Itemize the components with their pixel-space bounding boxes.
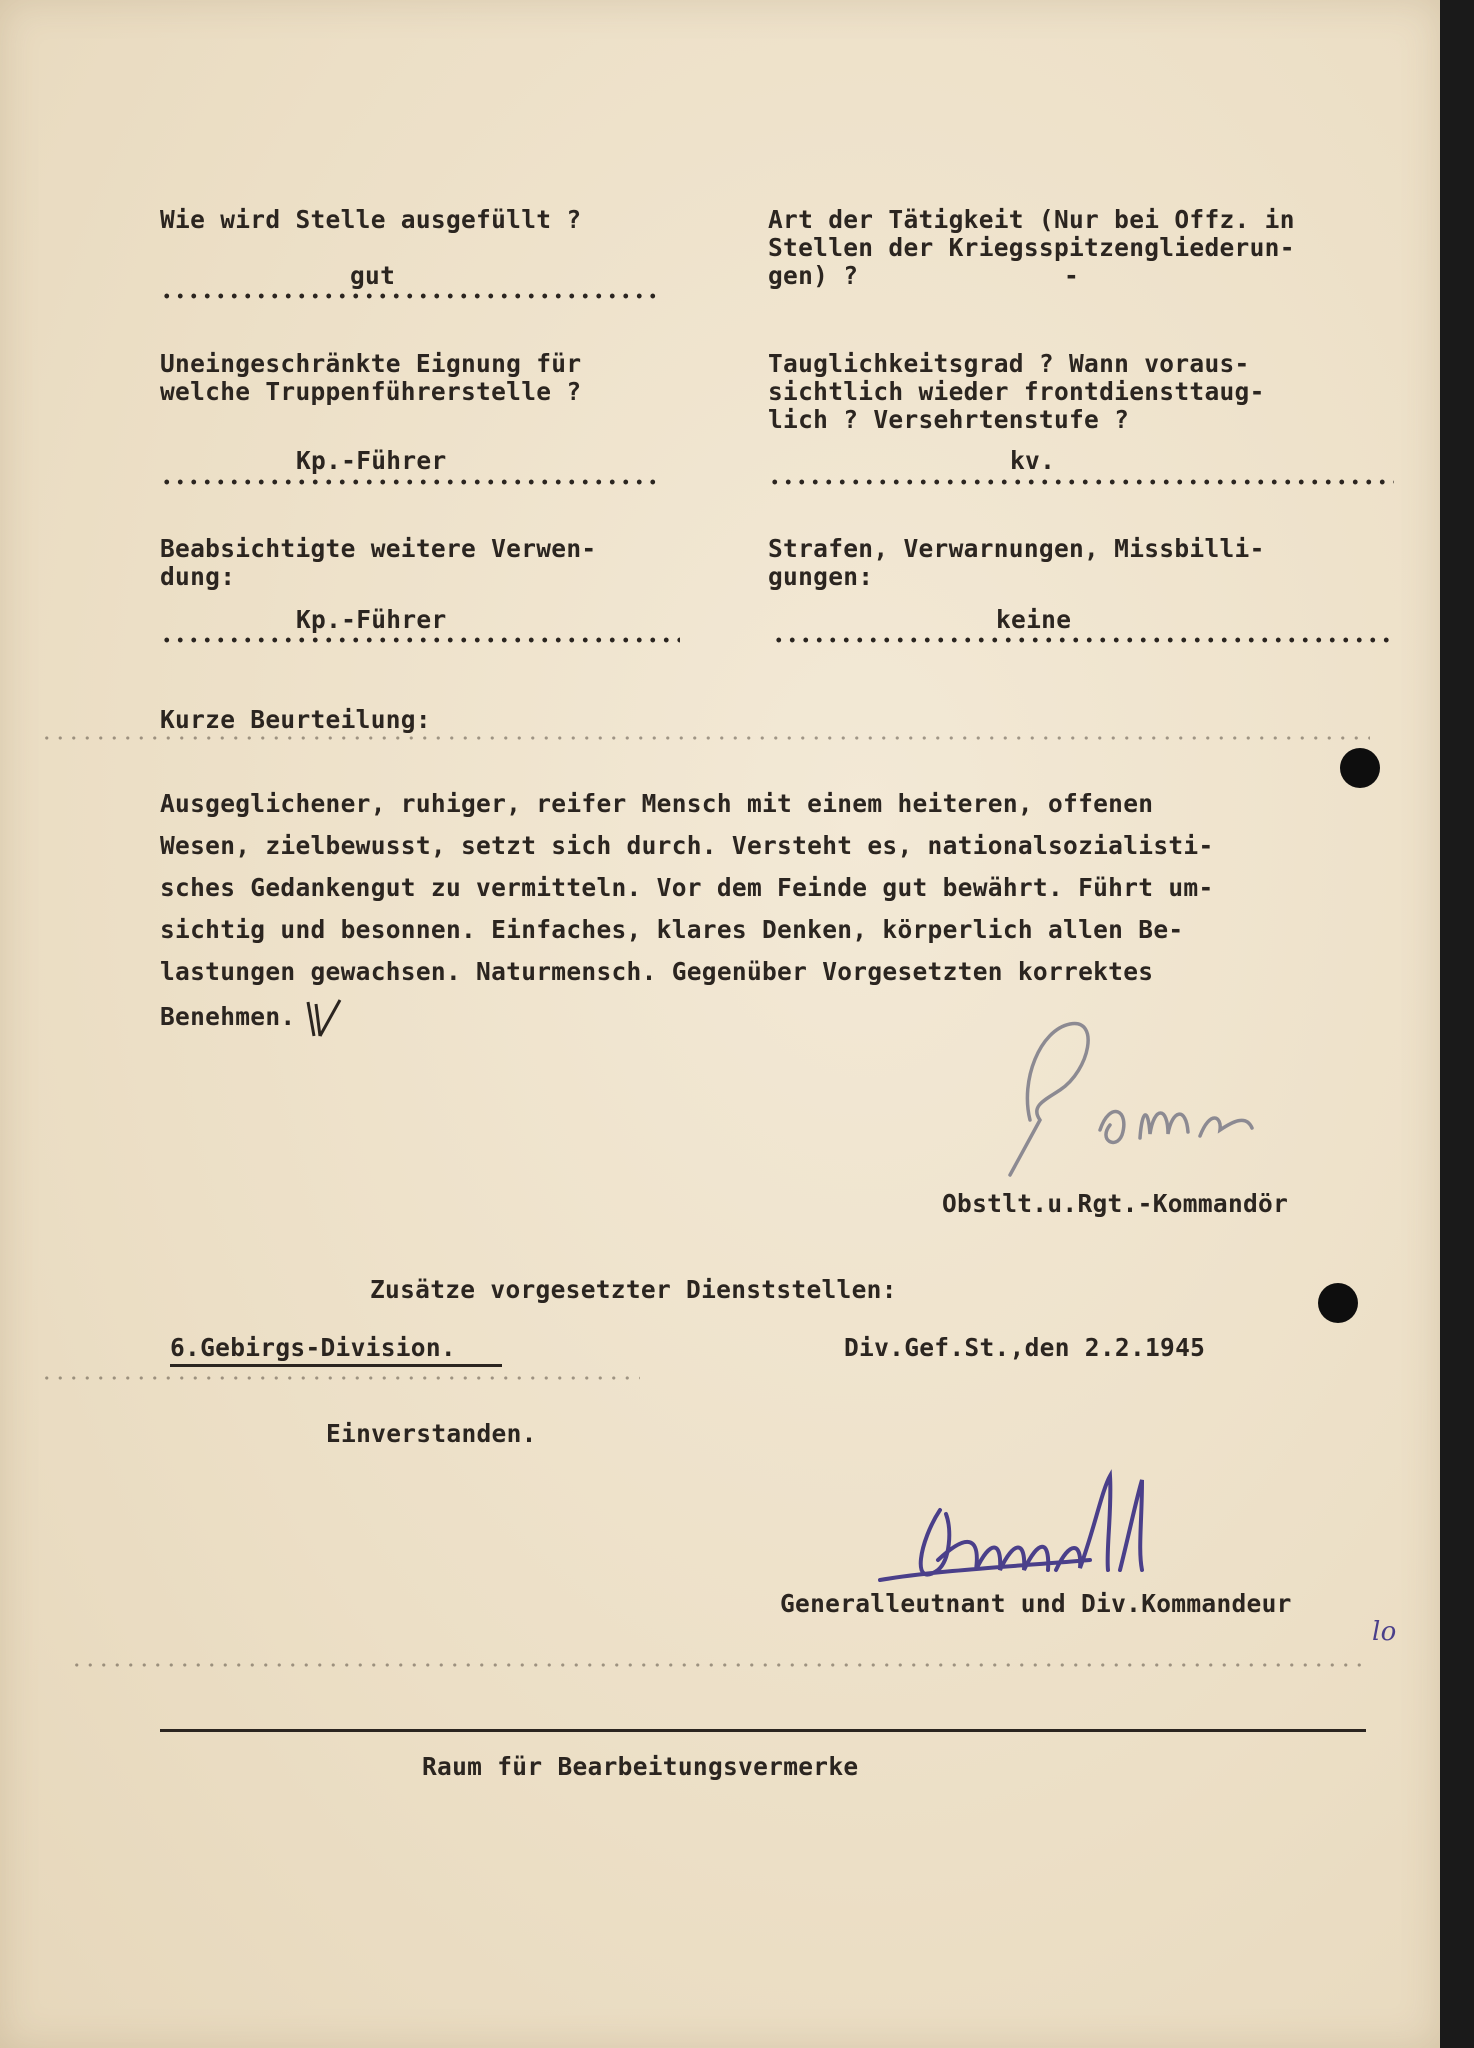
faint-dotted-line — [70, 1662, 1370, 1668]
assessment-line-2: Wesen, zielbewusst, setzt sich durch. Versteht es, nationalsozialisti- — [160, 831, 1214, 860]
division-underline — [170, 1364, 502, 1367]
answer-suitability: Kp.-Führer — [296, 446, 447, 475]
assessment-line-5: lastungen gewachsen. Naturmensch. Gegenüber Vorgesetzten korrektes — [160, 957, 1154, 986]
answer-penalties: keine — [996, 605, 1072, 634]
answer-activity: - — [1064, 261, 1080, 290]
question-position-filled: Wie wird Stelle ausgefüllt ? — [160, 205, 582, 234]
division-commander-title: Generalleutnant und Div.Kommandeur — [780, 1589, 1292, 1618]
assessment-line-6: Benehmen. — [160, 1002, 296, 1031]
place-date: Div.Gef.St.,den 2.2.1945 — [844, 1333, 1206, 1362]
dotted-line — [160, 292, 660, 300]
answer-further-use: Kp.-Führer — [296, 605, 447, 634]
dotted-line — [768, 478, 1394, 486]
assessment-line-4: sichtig und besonnen. Einfaches, klares Denken, körperlich allen Be- — [160, 915, 1184, 944]
question-further-use-line1: Beabsichtigte weitere Verwen- — [160, 534, 597, 563]
answer-position-filled: gut — [350, 261, 396, 290]
footer-rule — [160, 1729, 1366, 1732]
faint-dotted-line — [40, 735, 1370, 741]
question-suitability-line2: welche Truppenführerstelle ? — [160, 377, 582, 406]
handwritten-mark — [300, 996, 360, 1042]
question-further-use-line2: dung: — [160, 562, 236, 591]
punch-hole-bottom — [1318, 1283, 1358, 1323]
division-name: 6.Gebirgs-Division. — [170, 1333, 456, 1362]
dotted-line — [772, 636, 1394, 644]
question-penalties-line1: Strafen, Verwarnungen, Missbilli- — [768, 534, 1265, 563]
page-mark: lo — [1372, 1617, 1397, 1647]
superior-heading: Zusätze vorgesetzter Dienststellen: — [370, 1275, 897, 1304]
question-suitability-line1: Uneingeschränkte Eignung für — [160, 349, 582, 378]
dotted-line — [160, 636, 680, 644]
faint-dotted-line — [40, 1375, 640, 1381]
commander-title: Obstlt.u.Rgt.-Kommandör — [942, 1189, 1289, 1218]
assessment-heading: Kurze Beurteilung: — [160, 705, 431, 734]
footer-label: Raum für Bearbeitungsvermerke — [422, 1752, 859, 1781]
question-fitness-line2: sichtlich wieder frontdiensttaug- — [768, 377, 1265, 406]
question-penalties-line2: gungen: — [768, 562, 874, 591]
question-activity-line3: gen) ? — [768, 261, 859, 290]
question-activity-line1: Art der Tätigkeit (Nur bei Offz. in — [768, 205, 1295, 234]
question-activity-line2: Stellen der Kriegsspitzengliederun- — [768, 233, 1295, 262]
assessment-line-3: sches Gedankengut zu vermitteln. Vor dem Feinde gut bewährt. Führt um- — [160, 873, 1214, 902]
punch-hole-top — [1340, 748, 1380, 788]
question-fitness-line3: lich ? Versehrtenstufe ? — [768, 405, 1130, 434]
question-fitness-line1: Tauglichkeitsgrad ? Wann voraus- — [768, 349, 1250, 378]
superior-remark: Einverstanden. — [326, 1419, 537, 1448]
assessment-line-1: Ausgeglichener, ruhiger, reifer Mensch mit einem heiteren, offenen — [160, 789, 1154, 818]
commander-signature — [990, 1010, 1280, 1180]
dotted-line — [160, 478, 660, 486]
answer-fitness: kv. — [1010, 446, 1056, 475]
